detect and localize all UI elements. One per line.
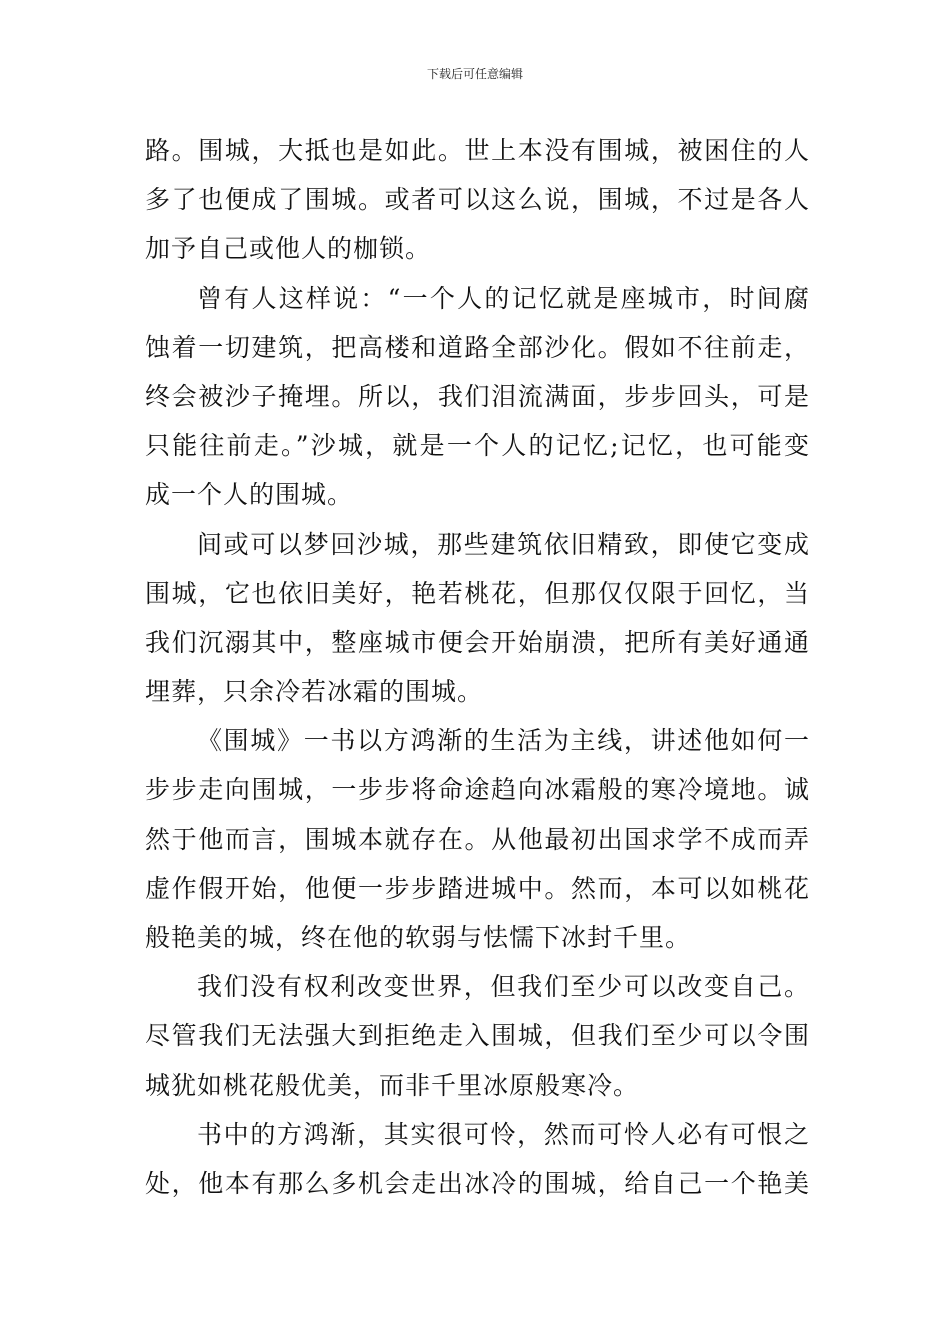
text-line: 尽管我们无法强大到拒绝走入围城，但我们至少可以令围 (145, 1021, 810, 1051)
text-line: 般艳美的城，终在他的软弱与怯懦下冰封千里。 (145, 923, 692, 952)
text-line: 蚀着一切建筑，把高楼和道路全部沙化。假如不往前走， (145, 332, 810, 362)
document-body (145, 126, 810, 1208)
text-line: 我们没有权利改变世界，但我们至少可以改变自己。 (197, 972, 810, 1002)
page-header: 下载后可任意编辑 (426, 67, 523, 81)
text-line: 加予自己或他人的枷锁。 (145, 234, 432, 264)
text-line: 曾有人这样说：“一个人的记忆就是座城市，时间腐 (197, 283, 810, 313)
text-line: 多了也便成了围城。或者可以这么说，围城，不过是各人 (145, 185, 810, 215)
text-line: 我们沉溺其中，整座城市便会开始崩溃，把所有美好通通 (145, 627, 810, 657)
text-line: 虚作假开始，他便一步步踏进城中。然而，本可以如桃花 (145, 873, 810, 903)
text-line: 《围城》一书以方鸿渐的生活为主线，讲述他如何一 (197, 726, 810, 756)
text-line: 间或可以梦回沙城，那些建筑依旧精致，即使它变成 (197, 529, 810, 559)
text-line: 成一个人的围城。 (145, 480, 354, 510)
text-line: 处，他本有那么多机会走出冰冷的围城，给自己一个艳美 (145, 1168, 810, 1198)
text-line: 围城，它也依旧美好，艳若桃花，但那仅仅限于回忆，当 (145, 578, 810, 608)
text-line: 然于他而言，围城本就存在。从他最初出国求学不成而弄 (145, 824, 810, 854)
text-line: 城犹如桃花般优美，而非千里冰原般寒冷。 (145, 1070, 640, 1100)
text-line: 埋葬，只余冷若冰霜的围城。 (145, 677, 484, 707)
text-line: 终会被沙子掩埋。所以，我们泪流满面，步步回头，可是 (145, 381, 810, 411)
text-line: 只能往前走。”沙城，就是一个人的记忆;记忆，也可能变 (145, 431, 810, 461)
text-line: 书中的方鸿渐，其实很可怜，然而可怜人必有可恨之 (197, 1119, 810, 1149)
text-line: 步步走向围城，一步步将命途趋向冰霜般的寒冷境地。诚 (145, 775, 810, 805)
text-line: 路。围城，大抵也是如此。世上本没有围城，被困住的人 (145, 136, 810, 165)
